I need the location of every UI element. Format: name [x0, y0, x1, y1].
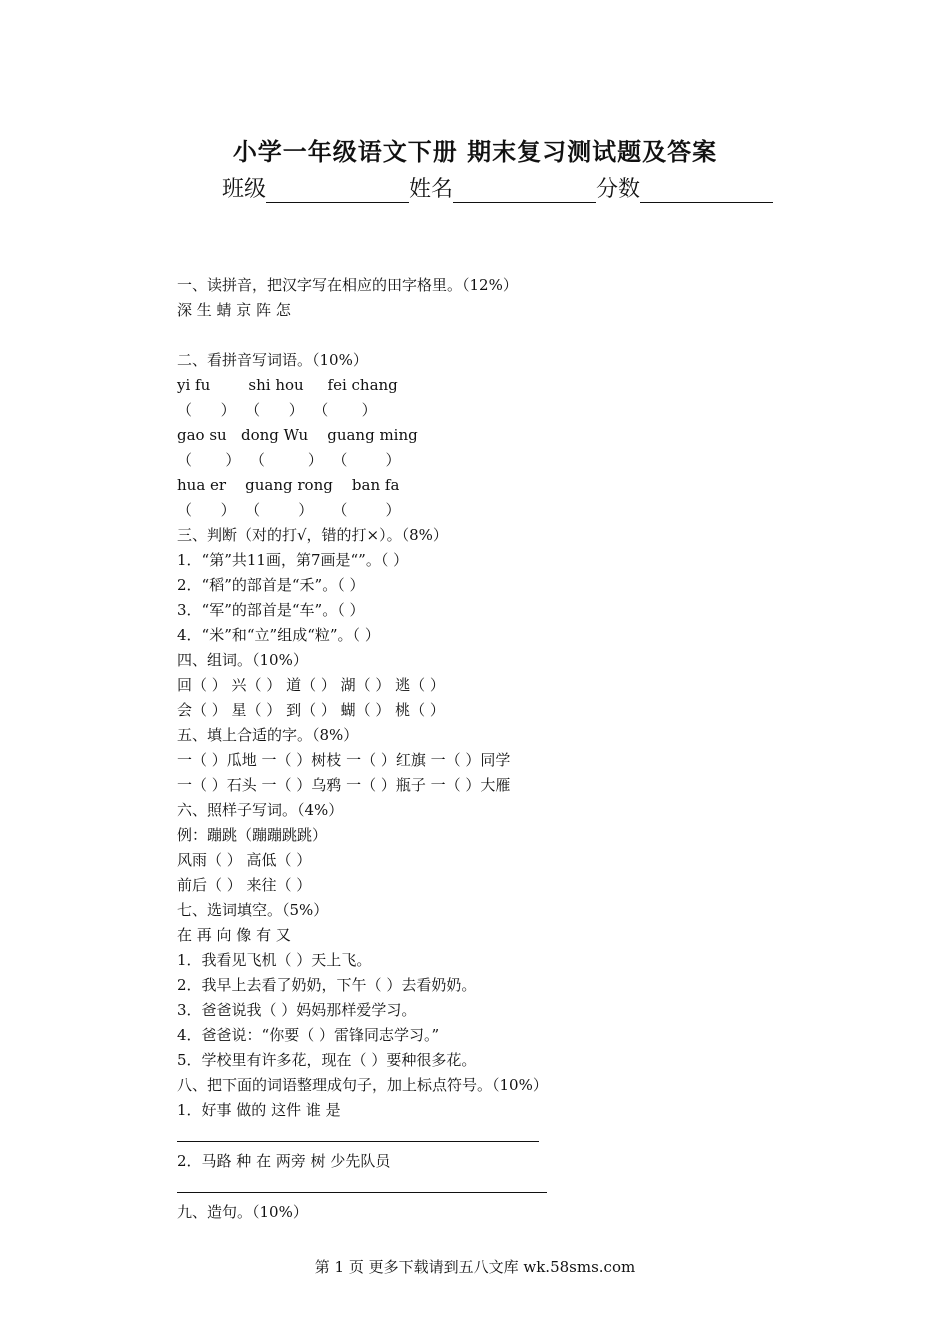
question-line: 一（ ）瓜地 一（ ）树枝 一（ ）红旗 一（ ）同学 [177, 751, 511, 769]
question-line: 3．“军”的部首是“车”。（ ） [177, 601, 365, 619]
section-heading: 九、造句。（10%） [177, 1203, 308, 1221]
question-line: 1．“第”共11画，第7画是“”。（ ） [177, 551, 409, 569]
page-footer: 第 1 页 更多下载请到五八文库 wk.58sms.com [314, 1258, 636, 1276]
answer-underline[interactable] [177, 1140, 539, 1142]
question-line: 1．好事 做的 这件 谁 是 [177, 1101, 341, 1119]
pinyin-line: gao su dong Wu guang ming [177, 426, 418, 444]
class-label: 班级 [222, 177, 267, 202]
question-line: 前后（ ） 来往（ ） [177, 876, 312, 894]
student-info-line [222, 172, 773, 203]
section-heading: 六、照样子写词。（4%） [177, 801, 344, 819]
section-heading: 八、把下面的词语整理成句子，加上标点符号。（10%） [177, 1076, 548, 1094]
section-heading: 二、看拼音写词语。（10%） [177, 351, 368, 369]
answer-brackets-line[interactable]: （ ） （ ） （ ） [177, 451, 401, 469]
question-line: 深 生 蜻 京 阵 怎 [177, 301, 291, 319]
section-heading: 一、读拼音，把汉字写在相应的田字格里。（12%） [177, 276, 518, 294]
section-heading: 四、组词。（10%） [177, 651, 308, 669]
answer-brackets-line[interactable]: （ ） （ ） （ ） [177, 401, 377, 419]
question-line: 会（ ） 星（ ） 到（ ） 蝴（ ） 桃（ ） [177, 701, 445, 719]
example-line: 例：蹦跳（蹦蹦跳跳） [177, 826, 328, 844]
pinyin-line: yi fu shi hou fei chang [177, 376, 398, 394]
answer-underline[interactable] [177, 1191, 547, 1193]
question-line: 2．我早上去看了奶奶，下午（ ）去看奶奶。 [177, 976, 477, 994]
question-line: 5．学校里有许多花，现在（ ）要种很多花。 [177, 1051, 477, 1069]
question-line: 2．“稻”的部首是“禾”。（ ） [177, 576, 365, 594]
class-blank[interactable] [266, 178, 409, 203]
section-heading: 五、填上合适的字。（8%） [177, 726, 359, 744]
pinyin-line: hua er guang rong ban fa [177, 476, 400, 494]
question-line: 风雨（ ） 高低（ ） [177, 851, 312, 869]
question-line: 3．爸爸说我（ ）妈妈那样爱学习。 [177, 1001, 417, 1019]
question-line: 2．马路 种 在 两旁 树 少先队员 [177, 1152, 391, 1170]
score-label: 分数 [596, 177, 641, 202]
score-blank[interactable] [640, 178, 773, 203]
section-heading: 七、选词填空。（5%） [177, 901, 329, 919]
word-choices-line: 在 再 向 像 有 又 [177, 926, 291, 944]
question-line: 4．“米”和“立”组成“粒”。（ ） [177, 626, 380, 644]
question-line: 回（ ） 兴（ ） 道（ ） 湖（ ） 逃（ ） [177, 676, 445, 694]
question-line: 一（ ）石头 一（ ）乌鸦 一（ ）瓶子 一（ ）大雁 [177, 776, 511, 794]
section-heading: 三、判断（对的打√，错的打×）。（8%） [177, 526, 448, 544]
question-line: 1．我看见飞机（ ）天上飞。 [177, 951, 372, 969]
answer-brackets-line[interactable]: （ ） （ ） （ ） [177, 501, 401, 519]
question-line: 4．爸爸说：“你要（ ）雷锋同志学习。” [177, 1026, 440, 1044]
spacer-line [177, 323, 877, 348]
exam-content [177, 273, 877, 1225]
name-label: 姓名 [409, 177, 454, 202]
page-title: 小学一年级语文下册 期末复习测试题及答案 [232, 137, 718, 166]
name-blank[interactable] [453, 178, 596, 203]
